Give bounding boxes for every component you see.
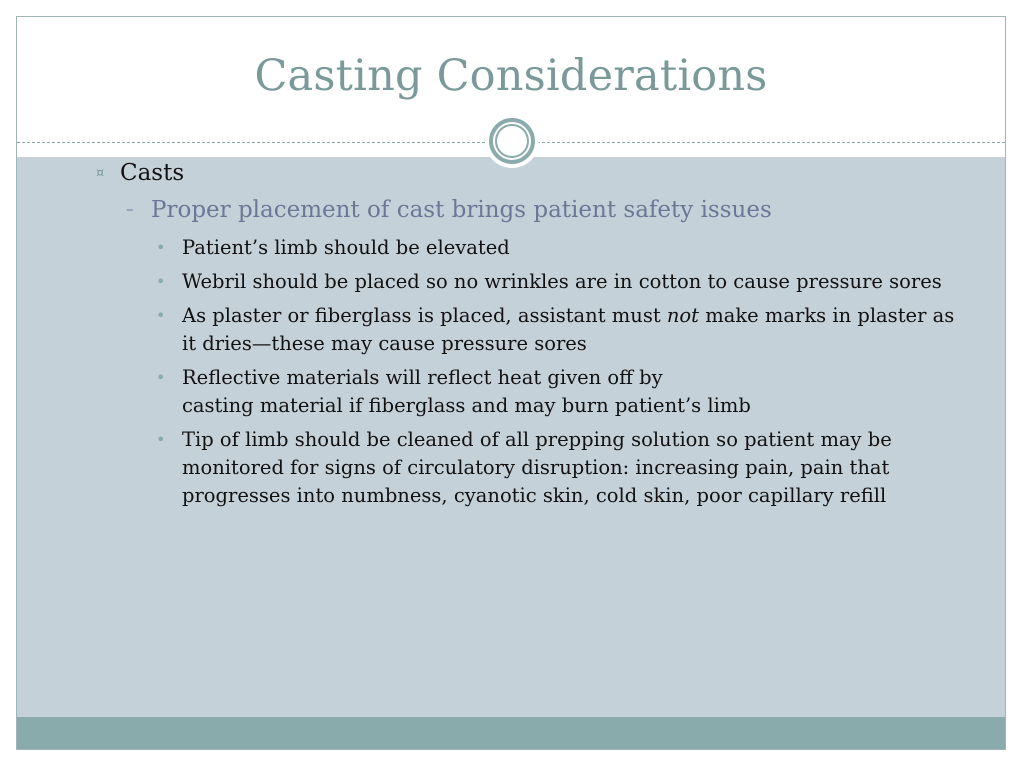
slide-title: Casting Considerations [254, 51, 768, 101]
level1-bullet-icon: ¤ [96, 166, 105, 181]
bullet-dot-icon: • [156, 306, 166, 325]
bullet-dot-icon: • [156, 430, 166, 449]
list-item-text-start: As plaster or fiberglass is placed, assistant must [182, 304, 667, 327]
level1-text: Casts [120, 160, 185, 186]
list-item-text: Patient’s limb should be elevated [182, 236, 510, 259]
bullet-dot-icon: • [156, 368, 166, 387]
list-item-text-line1: Reflective materials will reflect heat given off by [182, 366, 663, 389]
list-item-text: Tip of limb should be cleaned of all prepping solution so patient may be monitored for signs of circulatory disruption: increasing pain, pain that progresses into numbness, cyanotic skin, cold skin, poor capillary refill [182, 428, 892, 507]
bullet-dot-icon: • [156, 238, 166, 257]
level3-list [156, 234, 966, 516]
bullet-dot-icon: • [156, 272, 166, 291]
list-item-emphasis: not [666, 304, 700, 327]
list-item [156, 302, 966, 358]
list-item [156, 268, 966, 296]
level2-bullet-icon: – [126, 200, 134, 218]
list-item-text: Webril should be placed so no wrinkles are in cotton to cause pressure sores [182, 270, 942, 293]
list-item [156, 426, 966, 510]
list-item-text-end: make marks in plaster as it dries—these may cause pressure sores [182, 304, 955, 355]
list-item-text-line2: casting material if fiberglass and may burn patient’s limb [182, 394, 751, 417]
list-item [156, 364, 966, 420]
level2-text: Proper placement of cast brings patient safety issues [151, 197, 772, 223]
list-item [156, 234, 966, 262]
